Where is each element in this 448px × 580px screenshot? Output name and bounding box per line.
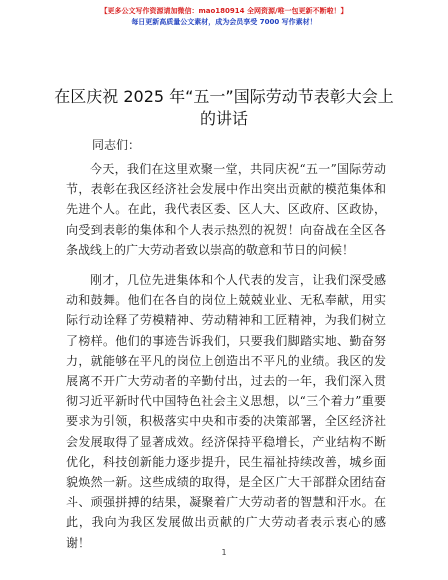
paragraph: 今天，我们在这里欢聚一堂，共同庆祝“五一”国际劳动节，表彰在我区经济社会发展中作出突出贡献的模范集体和先进个人。在此，我代表区委、区人大、区政府、区政协，向受到表彰的集体和个人表示热烈的祝贺！向奋战在全区各条战线上的广大劳动者致以崇高的敬意和节日的问候！ bbox=[66, 162, 386, 257]
banner-line-1: 【更多公文写作资源请加微信：mao180914 全网资源/唯一包更新不断啦！】 bbox=[100, 7, 348, 15]
document-body bbox=[66, 159, 386, 563]
page-number: 1 bbox=[221, 548, 227, 557]
salutation: 同志们： bbox=[92, 138, 141, 152]
header-banner bbox=[0, 6, 448, 28]
document-title: 在区庆祝 2025 年“五一”国际劳动节表彰大会上的讲话 bbox=[54, 87, 394, 128]
banner-line-2: 每日更新高质量公文素材，成为会员享受 7000 写作素材！ bbox=[131, 18, 317, 26]
paragraph: 刚才，几位先进集体和个人代表的发言，让我们深受感动和鼓舞。他们在各自的岗位上兢兢业业、无私奉献，用实际行动诠释了劳模精神、劳动精神和工匠精神，为我们树立了榜样。他们的事迹告诉我们，只要我们脚踏实地、勤奋努力，就能够在平凡的岗位上创造出不平凡的业绩。我区的发展离不开广大劳动者的辛勤付出，过去的一年，我们深入贯彻习近平新时代中国特色社会主义思想，以“三个着力”重要要求为引领，积极落实中央和市委的决策部署，全区经济社会发展取得了显著成效。经济保持平稳增长，产业结构不断优化，科技创新能力逐步提升，民生福祉持续改善，城乡面貌焕然一新。这些成绩的取得，是全区广大干部群众团结奋斗、顽强拼搏的结果，凝聚着广大劳动者的智慧和汗水。在此，我向为我区发展做出贡献的广大劳动者表示衷心的感谢！ bbox=[66, 273, 386, 550]
